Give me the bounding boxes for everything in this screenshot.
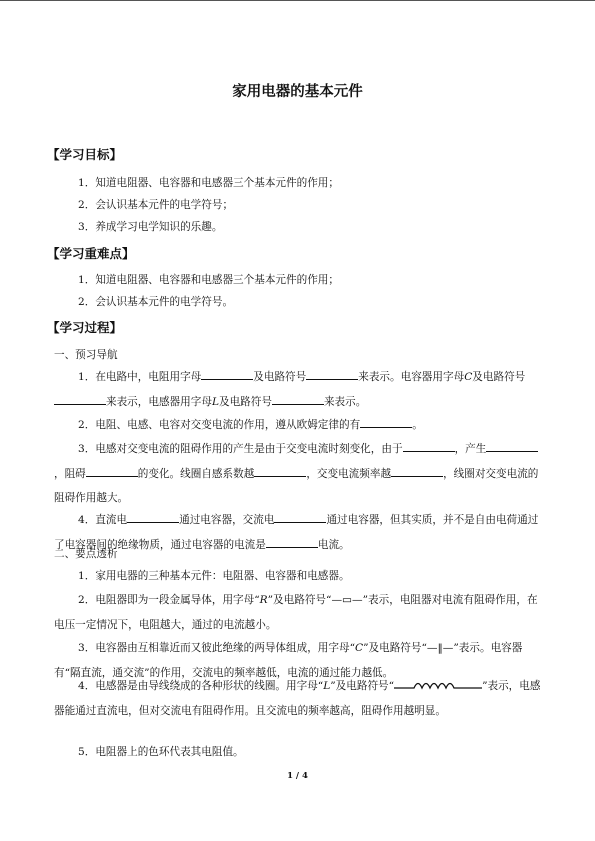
- preview-q3: 3．电感对交变电流的阻碍作用的产生是由于交变电流时刻变化，由于 ，产生，阻碍 的变化。线圈自感系数越 ，交变电流频率越 ，线圈对交变电流的阻碍作用越大。: [54, 443, 539, 504]
- heading-goals: 【学习目标】: [47, 147, 123, 162]
- page-title: 家用电器的基本元件: [232, 84, 363, 100]
- analysis-p1: 1．家用电器的三种基本元件：电阻器、电容器和电感器。: [78, 570, 350, 582]
- analysis-p2: 2．电阻器即为一段金属导体，用字母“R”及电路符号“—▭—”表示，电阻器对电流有阻碍作用，在电压一定情况下，电阻越大，通过的电流越小。: [54, 594, 538, 631]
- section-preview: 一、预习导航: [54, 349, 118, 361]
- inductor-symbol-icon: [394, 678, 482, 692]
- top-border: [0, 0, 595, 1]
- heading-keypoints: 【学习重难点】: [47, 246, 135, 261]
- heading-process: 【学习过程】: [47, 320, 123, 335]
- page-number: 1 / 4: [287, 771, 308, 781]
- analysis-p4: 4．电感器是由导线绕成的各种形状的线圈。用字母“L”及电路符号“ ”表示，电感器能通过直流电，但对交流电有阻碍作用。且交流电的频率越高，阻碍作用越明显。: [54, 680, 541, 717]
- keypoint-item-1: 1．知道电阻器、电容器和电感器三个基本元件的作用；: [78, 274, 339, 286]
- preview-q1: 1．在电路中，电阻用字母 及电路符号 来表示。电容器用字母C及电路符号来表示，电感器用字母L及电路符号 来表示。: [54, 365, 543, 414]
- goal-item-1: 1．知道电阻器、电容器和电感器三个基本元件的作用；: [78, 177, 339, 189]
- analysis-p3: 3．电容器由互相靠近而又彼此绝缘的两导体组成，用字母“C”及电路符号“—‖—”表示。电容器有“隔直流，通交流”的作用，交流电的频率越低，电流的通过能力越低。: [54, 642, 523, 679]
- goal-item-3: 3．养成学习电学知识的乐趣。: [78, 221, 223, 233]
- preview-q2: 2．电阻、电感、电容对交变电流的作用，遵从欧姆定律的有 。: [78, 419, 423, 431]
- goal-item-2: 2．会认识基本元件的电学符号；: [78, 199, 234, 211]
- preview-q4: 4．直流电 通过电容器，交流电 通过电容器，但其实质，并不是自由电荷通过了电容器间的绝缘物质，通过电容器的电流是 电流。: [54, 514, 539, 551]
- analysis-p5: 5．电阻器上的色环代表其电阻值。: [78, 746, 244, 758]
- section-analysis: 二、要点透析: [54, 548, 118, 560]
- keypoint-item-2: 2．会认识基本元件的电学符号。: [78, 296, 234, 308]
